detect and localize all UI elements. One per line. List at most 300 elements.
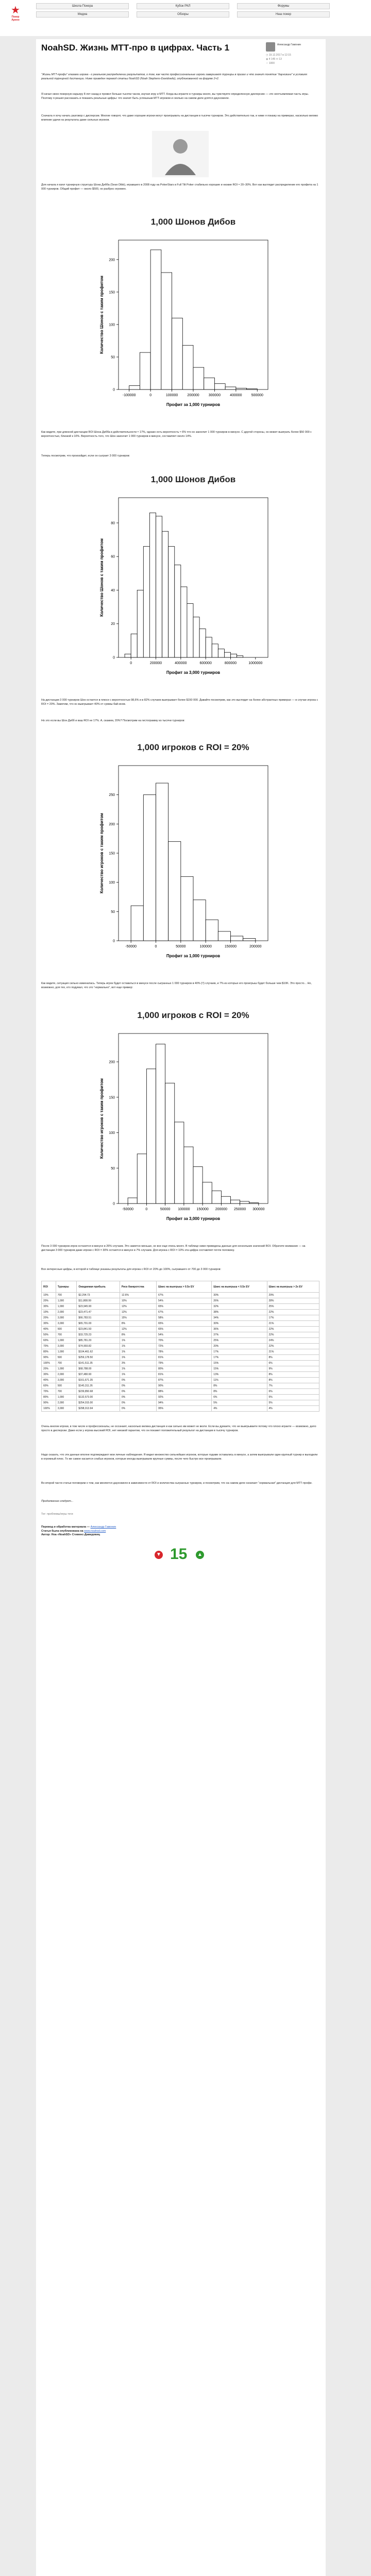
table-row: [42, 1321, 319, 1327]
table-row: [42, 1383, 319, 1389]
brand-name-line1: Покер: [11, 15, 20, 19]
table-header-cell: Турниры: [56, 1281, 77, 1293]
histogram-bar: [161, 273, 172, 389]
table-cell: $33,725.23: [77, 1332, 120, 1338]
paragraph-13: Надо сказать, что эти данные вполне подтверждают мои личные наблюдения. Я видел множество сильнейших игроков, которые годами оставались в минусе, а затем выигрывали один крупный турнир и выходили в огромный плюс. То же самое касается слабых игроков, которые иногда выигрывали крупные суммы, после чего быстро все проигрывали.: [41, 1453, 318, 1461]
y-axis-label: Количество Шонов с таким профитом: [99, 538, 104, 617]
paragraph-6: Теперь посмотрим, что произойдет, если он сыграет 3 000 турниров:: [41, 454, 130, 457]
table-cell: 6%: [267, 1389, 319, 1395]
paragraph-7: На дистанции 3 000 турниров Шон остается в плюсе с вероятностью 98,6% и в 82% случаев выигрывает более $150 000. Давайте посмотрим, как это выглядит на более абстрактных примерах — в случае игрока с ROI = 20%. Заметим, что он выигрывает 40% от суммы бай-инов.: [41, 699, 318, 706]
table-header-row: [42, 1281, 319, 1293]
table-cell: 17%: [212, 1355, 267, 1361]
thumb-up-icon[interactable]: ▲: [196, 1551, 204, 1559]
table-cell: 1%: [120, 1349, 156, 1355]
x-tick-label: 100000: [199, 945, 212, 948]
x-tick-label: -50000: [122, 1208, 134, 1211]
table-cell: 58%: [156, 1315, 211, 1321]
histogram-bar: [137, 590, 143, 657]
table-row: [42, 1406, 319, 1412]
paragraph-10: После 3 000 турниров игрок останется в минусе в 26% случаев. Это заметно меньше, но все еще очень много. В таблице ниже приведены данные для нескольких значений ROI. Обратите внимание — на дистанции 3 000 турниров даже игроки с ROI = 30% остаются в минусе в 7% случаев. Для игрока с ROI = 10% эта цифра составляет почти половину.: [41, 1245, 306, 1252]
table-cell: 70%: [42, 1344, 56, 1349]
table-cell: 20%: [42, 1315, 56, 1321]
histogram-bar: [199, 629, 206, 657]
table-cell: 11%: [212, 1378, 267, 1383]
table-cell: 0%: [120, 1395, 156, 1400]
table-cell: 29%: [267, 1293, 319, 1298]
chart-3: [41, 735, 319, 977]
table-cell: 500: [56, 1383, 77, 1389]
table-cell: $141,511.35: [77, 1361, 120, 1366]
table-cell: 12%: [120, 1327, 156, 1332]
table-cell: 92%: [156, 1395, 211, 1400]
table-cell: 12%: [120, 1310, 156, 1315]
table-cell: 10%: [120, 1298, 156, 1304]
comment-icon: ✉: [276, 58, 279, 61]
histogram-bar: [193, 1167, 203, 1204]
table-cell: 90%: [156, 1383, 211, 1389]
chart-1: [41, 209, 319, 426]
histogram-bar: [206, 920, 218, 941]
y-tick-label: 200: [109, 1060, 115, 1064]
table-row: [42, 1400, 319, 1406]
x-tick-label: 250000: [233, 1208, 246, 1211]
calendar-icon: ◷: [266, 54, 269, 57]
y-axis-label: Количество игроков с таким профитом: [99, 813, 104, 893]
table-row: [42, 1344, 319, 1349]
table-cell: 13%: [212, 1372, 267, 1378]
table-cell: 0%: [120, 1400, 156, 1406]
histogram-bar: [206, 637, 212, 657]
paragraph-11: Все интересные цифры, в которой в таблице указаны результаты для игрока с ROI от 20% до 100%, сыгравшего от 700 до 3 000 турниров:: [41, 1268, 221, 1271]
table-cell: 700: [56, 1361, 77, 1366]
histogram-bar: [149, 513, 156, 657]
table-cell: 4%: [267, 1406, 319, 1412]
x-axis-label: Профит за 3,000 турниров: [166, 1216, 221, 1221]
site-logo[interactable]: [5, 5, 26, 22]
y-tick-label: 200: [109, 258, 115, 262]
credit-author: [41, 1533, 319, 1537]
table-cell: $85,781.20: [77, 1338, 120, 1344]
table-cell: 81%: [156, 1355, 211, 1361]
table-cell: $239,850.68: [77, 1389, 120, 1395]
credit-author-label: Автор: Ноа «NoahSD» Стивенс-Давидовиц: [41, 1533, 100, 1537]
table-cell: 0%: [120, 1378, 156, 1383]
table-row: [42, 1293, 319, 1298]
histogram-bar: [225, 387, 236, 389]
table-cell: 30%: [42, 1372, 56, 1378]
table-cell: 12%: [120, 1304, 156, 1310]
table-cell: 17%: [212, 1349, 267, 1355]
table-cell: 37%: [212, 1332, 267, 1338]
histogram-bar: [162, 531, 168, 657]
table-cell: 88%: [156, 1389, 211, 1395]
table-cell: 15%: [212, 1366, 267, 1372]
table-cell: $37,480.90: [77, 1372, 120, 1378]
histogram-bar: [143, 795, 156, 941]
author-photo: [152, 131, 209, 177]
table-cell: 80%: [156, 1366, 211, 1372]
y-tick-label: 100: [109, 1131, 115, 1135]
nav-rkl-cup[interactable]: Кубок РКЛ: [137, 3, 229, 9]
table-cell: 30%: [42, 1304, 56, 1310]
table-cell: 34%: [212, 1315, 267, 1321]
y-axis-label: Количество Шонов с таким профитом: [99, 276, 104, 354]
table-header-cell: Ожидаемая прибыль: [77, 1281, 120, 1293]
histogram-bar: [156, 516, 162, 657]
table-cell: 6%: [267, 1361, 319, 1366]
table-cell: 100%: [42, 1361, 56, 1366]
results-table: [41, 1281, 319, 1412]
paragraph-9: Как видите, ситуация сильно изменилась. Теперь игрок будет оставаться в минусе после сыгранных 1 000 турниров в 40% (!!) случаев, и 7% из которых его проигрыш будет больше чем $10K. Это просто... Но, возможно, для тех, кто подумал, что это “нормально”, вот еще пример:: [41, 982, 312, 989]
table-cell: $140,311.26: [77, 1383, 120, 1389]
table-cell: 700: [56, 1389, 77, 1395]
table-cell: 2,000: [56, 1372, 77, 1378]
table-cell: 3,000: [56, 1315, 77, 1321]
table-row: [42, 1332, 319, 1338]
table-row: [42, 1315, 319, 1321]
table-header-cell: Шанс на выигрыш > 0.5x EV: [156, 1281, 211, 1293]
table-cell: $23,471.47: [77, 1310, 120, 1315]
table-cell: $11,808.99: [77, 1298, 120, 1304]
x-tick-label: 600000: [199, 662, 212, 665]
histogram-bar: [140, 352, 150, 389]
histogram-bar: [128, 1198, 137, 1204]
y-tick-label: 50: [111, 910, 115, 914]
credit-translator-link[interactable]: Александр Гамонин: [90, 1526, 116, 1529]
x-axis-label: Профит за 3,000 турниров: [166, 670, 221, 675]
table-row: [42, 1310, 319, 1315]
x-tick-label: -50000: [125, 945, 137, 948]
table-cell: 3,000: [56, 1344, 77, 1349]
histogram-bar: [175, 565, 181, 657]
table-cell: 36%: [212, 1327, 267, 1332]
x-tick-label: 300000: [252, 1208, 265, 1211]
histogram-bar: [182, 345, 193, 389]
table-cell: 65%: [156, 1321, 211, 1327]
tag-note: Тег: проблемы/игры теги: [41, 1513, 73, 1516]
table-cell: 3,000: [56, 1321, 77, 1327]
x-tick-label: 400000: [175, 662, 187, 665]
nav-reviews[interactable]: Обзоры: [137, 11, 229, 18]
nav-our-poker[interactable]: Наш покер: [237, 11, 330, 18]
table-cell: $68,788.00: [77, 1366, 120, 1372]
star-logo-icon: ★: [11, 5, 20, 16]
table-cell: 80%: [42, 1395, 56, 1400]
y-tick-label: 0: [113, 388, 115, 392]
histogram-bar: [165, 1083, 175, 1204]
author-box: [266, 42, 323, 72]
table-row: [42, 1361, 319, 1366]
credits: [41, 1526, 319, 1537]
table-cell: 9%: [267, 1366, 319, 1372]
y-tick-label: 150: [109, 291, 115, 295]
chart-2: [41, 467, 319, 693]
histogram-bar: [193, 900, 206, 941]
histogram-bar: [156, 1044, 165, 1204]
table-cell: 30%: [212, 1321, 267, 1327]
histogram-bar: [221, 1196, 230, 1204]
chart-4: [41, 1003, 319, 1240]
x-axis-label: Профит за 1,000 турниров: [166, 954, 221, 958]
table-cell: $23,945.90: [77, 1304, 120, 1310]
y-tick-label: 50: [111, 1166, 115, 1171]
table-cell: 90%: [42, 1400, 56, 1406]
table-cell: 67%: [156, 1293, 211, 1298]
y-axis-label: Количество игроков с таким профитом: [99, 1078, 104, 1159]
table-cell: 70%: [156, 1338, 211, 1344]
table-row: [42, 1355, 319, 1361]
table-cell: 78%: [156, 1349, 211, 1355]
x-tick-label: -100000: [122, 394, 136, 397]
table-cell: 20%: [42, 1366, 56, 1372]
table-cell: 24%: [267, 1338, 319, 1344]
paragraph-8: Но это если вы Шон Дибб и ваш ROI не 17%. А, скажем, 20%? Посмотрим на гистограмму из тысячи турниров:: [41, 719, 185, 722]
site-header: [0, 0, 371, 36]
table-row: [42, 1327, 319, 1332]
post-comments[interactable]: 13: [279, 58, 282, 61]
table-cell: 1,000: [56, 1298, 77, 1304]
table-cell: 95%: [156, 1406, 211, 1412]
table-header-cell: Шанс на выигрыш > 2x EV: [267, 1281, 319, 1293]
table-cell: 0%: [120, 1383, 156, 1389]
paragraph-3: Сначала я хочу начать разговор с дисперсии. Многие говорят, что даже хорошие игроки могут проигрывать на дистанции в тысячи турниров. Это действительно так, и ниже я покажу на примерах, насколько велико влияние удачи на результаты даже сильных игроков.: [41, 114, 318, 122]
table-cell: 2,000: [56, 1310, 77, 1315]
table-cell: 32%: [212, 1304, 267, 1310]
table-cell: 8%: [120, 1321, 156, 1327]
table-cell: 20%: [42, 1298, 56, 1304]
table-cell: 20%: [212, 1344, 267, 1349]
table-cell: 3,000: [56, 1406, 77, 1412]
histogram-bar: [146, 1069, 156, 1204]
table-cell: $254,015.00: [77, 1400, 120, 1406]
histogram-bar: [181, 587, 187, 657]
histogram-bar: [175, 1122, 184, 1204]
post-views-line: [266, 58, 282, 61]
x-tick-label: 300000: [208, 394, 221, 397]
table-cell: 8%: [267, 1355, 319, 1361]
table-cell: 0%: [120, 1406, 156, 1412]
table-cell: 94%: [156, 1400, 211, 1406]
histogram-bar: [231, 936, 243, 941]
author-photo-illustration: [152, 131, 209, 177]
y-tick-label: 50: [111, 355, 115, 360]
histogram-bar: [236, 388, 247, 389]
table-cell: 8%: [267, 1372, 319, 1378]
histogram-bar: [150, 250, 161, 389]
table-cell: 1,000: [56, 1349, 77, 1355]
table-row: [42, 1338, 319, 1344]
table-cell: 7%: [267, 1383, 319, 1389]
paragraph-5: Как видите, при длинной дистанции ROI Шона Дибба в действительности ≈ 17%, однако есть вероятность ≈ 6% что он закончит 1 000 турниров в минусе. С другой стороны, он может выиграть более $50 000 с вероятностью, близкой к 10%. Вероятность того, что Шон закончит 1 000 турниров в минусе, составляет около 14%.: [41, 431, 312, 438]
table-cell: $23,841.50: [77, 1327, 120, 1332]
chart-title: 1,000 Шонов Дибов: [150, 217, 236, 227]
histogram-bar: [231, 654, 237, 657]
y-tick-label: 250: [109, 793, 115, 798]
table-header-cell: ROI: [42, 1281, 56, 1293]
histogram-bar: [172, 318, 183, 389]
nav-forums[interactable]: Форумы: [237, 3, 330, 9]
vote-count: 15: [170, 1546, 188, 1563]
histogram-bar: [143, 547, 149, 657]
table-cell: 40%: [42, 1327, 56, 1332]
table-cell: 1%: [120, 1338, 156, 1344]
table-row: [42, 1372, 319, 1378]
table-cell: $298,013.94: [77, 1406, 120, 1412]
table-cell: 65%: [156, 1327, 211, 1332]
histogram-bar: [193, 367, 204, 389]
table-row: [42, 1349, 319, 1355]
chart-2-svg: [41, 467, 319, 693]
histogram-bar: [243, 938, 256, 941]
table-cell: 26%: [212, 1298, 267, 1304]
table-cell: 10%: [42, 1293, 56, 1298]
table-cell: 22%: [267, 1332, 319, 1338]
post-rating-line: [266, 62, 275, 65]
histogram-bar: [184, 1147, 193, 1204]
y-tick-label: 0: [113, 939, 115, 943]
chart-title: 1,000 Шонов Дибов: [150, 474, 236, 484]
table-cell: 30%: [212, 1293, 267, 1298]
table-cell: 5%: [212, 1400, 267, 1406]
table-cell: 80%: [42, 1349, 56, 1355]
histogram-bar: [131, 906, 143, 941]
chart-title: 1,000 игроков с ROI = 20%: [137, 1010, 249, 1020]
author-name[interactable]: Александр Гамонин: [277, 43, 301, 46]
table-cell: 6%: [212, 1395, 267, 1400]
table-row: [42, 1298, 319, 1304]
table-cell: 22%: [267, 1344, 319, 1349]
table-header-cell: Риск банкротства: [120, 1281, 156, 1293]
x-tick-label: 0: [155, 945, 157, 948]
paragraph-14: Во второй части статьи поговорим о том, как меняются даунсвинги в зависимости от ROI и количества сыгранных турниров, и посмотрим, что на самом деле означает “нормальная” дистанция для МТТ-профи.: [41, 1482, 312, 1485]
x-tick-label: 200000: [187, 394, 199, 397]
x-tick-label: 800000: [224, 662, 237, 665]
table-cell: 12.6%: [120, 1293, 156, 1298]
table-cell: $132,573.00: [77, 1395, 120, 1400]
chart-1-svg: [41, 209, 319, 426]
table-cell: $161,671.35: [77, 1378, 120, 1383]
author-avatar[interactable]: [266, 42, 275, 52]
table-cell: $259,178.50: [77, 1355, 120, 1361]
table-cell: 25%: [212, 1338, 267, 1344]
table-cell: 50%: [42, 1332, 56, 1338]
nav-media[interactable]: Медиа: [36, 11, 129, 18]
table-row: [42, 1389, 319, 1395]
post-title: NoahSD. Жизнь МТТ-про в цифрах. Часть 1: [41, 43, 230, 53]
y-tick-label: 100: [109, 881, 115, 885]
table-cell: 54%: [156, 1332, 211, 1338]
table-cell: $104,461.62: [77, 1349, 120, 1355]
credit-source-label: Статья была опубликована на: [41, 1529, 83, 1533]
credit-source-link[interactable]: www.noahsd.com: [84, 1529, 106, 1533]
table-cell: 700: [56, 1332, 77, 1338]
x-tick-label: 50000: [176, 945, 186, 948]
table-cell: 0%: [120, 1389, 156, 1395]
brand-name-line2: Арено: [11, 19, 20, 22]
histogram-bar: [131, 634, 137, 657]
x-tick-label: 200000: [149, 662, 162, 665]
table-cell: 22%: [267, 1327, 319, 1332]
table-cell: 30%: [42, 1321, 56, 1327]
table-header-cell: Шанс на выигрыш < 0.5x EV: [212, 1281, 267, 1293]
histogram-bar: [193, 617, 199, 657]
histogram-bar: [212, 644, 218, 657]
table-cell: 21%: [267, 1321, 319, 1327]
paragraph-15-text: Продолжение следует...: [41, 1500, 74, 1503]
y-tick-label: 20: [111, 622, 115, 626]
post-rating: 1000: [268, 62, 275, 65]
table-cell: 1,000: [56, 1304, 77, 1310]
histogram-bar: [168, 547, 175, 657]
x-tick-label: 0: [130, 662, 132, 665]
x-tick-label: 150000: [196, 1208, 209, 1211]
x-tick-label: 150000: [224, 945, 237, 948]
histogram-bar: [203, 1182, 212, 1204]
table-row: [42, 1378, 319, 1383]
table-cell: 5%: [267, 1395, 319, 1400]
histogram-bar: [249, 1203, 259, 1204]
histogram-bar: [240, 1201, 249, 1204]
table-cell: 54%: [156, 1298, 211, 1304]
histogram-bar: [231, 1200, 240, 1204]
post-views: 4 145: [268, 58, 276, 61]
x-tick-label: 200000: [215, 1208, 228, 1211]
table-cell: 100%: [42, 1406, 56, 1412]
paragraph-1: [41, 73, 319, 81]
x-tick-label: 400000: [230, 394, 242, 397]
post-date: 19.12.2017 в 12:15: [268, 54, 291, 57]
table-row: [42, 1366, 319, 1372]
histogram-bar: [214, 384, 225, 389]
table-cell: 79%: [156, 1361, 211, 1366]
table-cell: 81%: [156, 1372, 211, 1378]
paragraph-4: Для начала я взял турнирную структуру Шона Дибба (Sean Dibb), игравшего в 2008 году на PokerStars в Full Tilt Poker стабильно хорошие и низкие ROI ≈ 20–30%. Вот как выглядит распределение его профита на 1 000 турниров. Общий профит — около $500, но разброс огромен.: [41, 183, 318, 191]
eye-icon: ◉: [266, 58, 269, 61]
table-cell: 25%: [267, 1304, 319, 1310]
table-cell: 1,000: [56, 1338, 77, 1344]
histogram-bar: [168, 841, 181, 941]
table-cell: 40%: [42, 1378, 56, 1383]
table-cell: 90%: [42, 1355, 56, 1361]
thumb-down-icon[interactable]: ▼: [155, 1551, 163, 1559]
histogram-bar: [125, 654, 131, 657]
y-tick-label: 200: [109, 822, 115, 826]
table-cell: $66,783.51: [77, 1315, 120, 1321]
table-cell: 60%: [42, 1338, 56, 1344]
x-tick-label: 1000000: [248, 662, 263, 665]
table-cell: 38%: [212, 1310, 267, 1315]
histogram-bar: [212, 1191, 221, 1204]
y-tick-label: 0: [113, 656, 115, 660]
table-cell: 1,000: [56, 1366, 77, 1372]
paragraph-2: Я начал свою покерную карьеру 8 лет назад и провел больше тысячи часов, изучая игру и МТТ. Когда вы играете в турниры много, вы чувствуете определенную дисперсию — это неотъемлемая часть игры. Поэтому я решил рассказать и показать реальные цифры: что значит быть успешным МТТ-игроком и сколько на самом деле длятся даунсвинги.: [41, 93, 309, 100]
y-tick-label: 80: [111, 521, 115, 526]
star-icon: ☆: [266, 62, 269, 65]
y-tick-label: 60: [111, 555, 115, 559]
histogram-bar: [156, 783, 168, 941]
table-cell: 1%: [120, 1355, 156, 1361]
paragraph-15: [41, 1500, 319, 1504]
table-cell: 3,000: [56, 1378, 77, 1383]
credit-translation-label: Перевод и обработка материала —: [41, 1526, 90, 1529]
nav-poker-school[interactable]: Школа Покера: [36, 3, 129, 9]
histogram-bar: [224, 652, 230, 657]
histogram-bar: [187, 604, 193, 657]
x-tick-label: 0: [149, 394, 152, 397]
histogram-bar: [218, 931, 230, 941]
post-date-line: [266, 54, 291, 57]
table-cell: 15%: [212, 1361, 267, 1366]
